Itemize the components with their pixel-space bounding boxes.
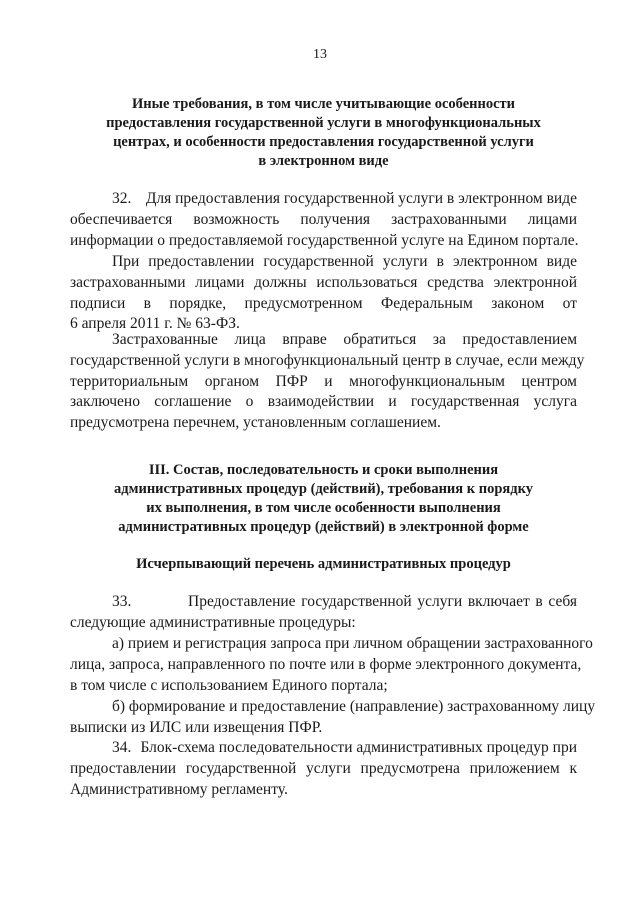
list-item-b [70, 697, 596, 739]
paragraph-line: подписи в порядке, предусмотренном Федеральным законом от [70, 294, 577, 312]
heading-line: Исчерпывающий перечень административных процедур [136, 556, 511, 572]
paragraph-line: предусмотрена перечнем, установленным соглашением. [70, 414, 441, 432]
page-number: 13 [313, 47, 327, 62]
section-heading-other-requirements [70, 95, 577, 171]
paragraph-multifunctional-center [70, 330, 585, 434]
paragraph-line: При предоставлении государственной услуги в электронном виде [112, 253, 577, 270]
paragraph-number: 34. [112, 739, 132, 756]
heading-line: предоставления государственной услуги в многофункциональных [106, 115, 541, 131]
heading-line: Иные требования, в том числе учитывающие особенности [131, 96, 516, 112]
paragraph-line: в том числе с использованием Единого портала; [70, 676, 388, 694]
paragraph-line: территориальным органом ПФР и многофункциональным центром [70, 372, 577, 390]
paragraph-number: 32. [112, 190, 132, 207]
paragraph-line: застрахованными лицами должны использоваться средства электронной [70, 273, 577, 291]
paragraph-electronic-signature [70, 252, 577, 335]
heading-line: в электронном виде [258, 153, 389, 169]
list-item-a [70, 634, 593, 696]
paragraph-line: государственной услуги в многофункциональный центр в случае, если между [70, 351, 585, 369]
paragraph-line: следующие административные процедуры: [70, 613, 356, 631]
paragraph-line: заключено соглашение о взаимодействии и государственная услуга [70, 393, 577, 411]
paragraph-line: лица, запроса, направленного по почте или в форме электронного документа, [70, 655, 582, 673]
heading-line: III. Состав, последовательность и сроки выполнения [148, 462, 499, 478]
paragraph-line: б) формирование и предоставление (направление) застрахованному лицу [112, 698, 596, 715]
heading-line: центрах, и особенности предоставления государственной услуги [113, 134, 534, 150]
heading-line: их выполнения, в том числе особенности выполнения [146, 500, 501, 516]
paragraph-line: информации о предоставляемой государственной услуге на Едином портале. [70, 231, 579, 249]
paragraph-line: а) прием и регистрация запроса при личном обращении застрахованного [112, 635, 593, 652]
heading-line: административных процедур (действий), требования к порядку [114, 481, 533, 497]
paragraph-34 [70, 738, 577, 800]
paragraph-line: обеспечивается возможность получения застрахованными лицами [70, 210, 577, 228]
paragraph-line: 6 апреля 2011 г. № 63-ФЗ. [70, 315, 240, 333]
subsection-heading-procedures-list [70, 555, 577, 574]
paragraph-line: Блок-схема последовательности административных процедур при [140, 739, 577, 756]
section-heading-iii [70, 461, 577, 537]
paragraph-line: предоставлении государственной услуги предусмотрена приложением к [70, 759, 577, 777]
paragraph-line: выписки из ИЛС или извещения ПФР. [70, 718, 323, 736]
paragraph-33 [70, 592, 577, 634]
paragraph-number: 33. [112, 593, 132, 610]
heading-line: административных процедур (действий) в электронной форме [118, 519, 529, 535]
paragraph-32 [70, 189, 577, 251]
paragraph-line: Административному регламенту. [70, 780, 288, 798]
paragraph-line: Застрахованные лица вправе обратиться за предоставлением [112, 331, 577, 348]
paragraph-line: Предоставление государственной услуги включает в себя [188, 593, 577, 610]
paragraph-line: Для предоставления государственной услуги в электронном виде [145, 190, 577, 207]
